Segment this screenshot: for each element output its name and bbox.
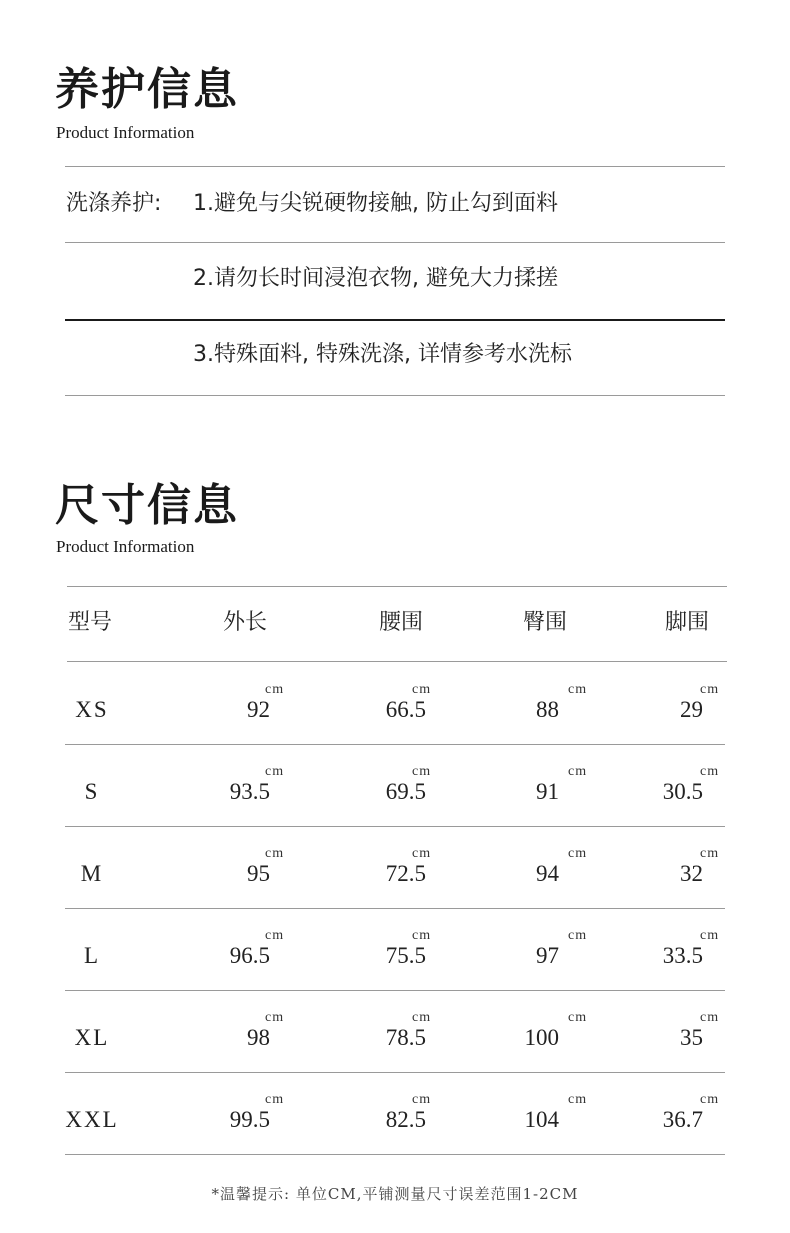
unit-label: cm xyxy=(700,928,720,943)
unit-label: cm xyxy=(700,1010,720,1025)
care-item-2: 2.请勿长时间浸泡衣物, 避免大力揉搓 xyxy=(193,266,558,291)
table-cell: 35 xyxy=(680,1025,703,1050)
unit-label: cm xyxy=(700,764,720,779)
table-cell: 30.5 xyxy=(662,779,703,804)
size-label: XXL xyxy=(65,1107,119,1132)
size-title: 尺寸信息 xyxy=(55,480,239,531)
table-cell: 100 xyxy=(524,1025,559,1050)
header-length: 外长 xyxy=(223,610,268,635)
table-cell: 98 xyxy=(247,1025,270,1050)
size-label: XL xyxy=(74,1025,110,1050)
header-hip: 臀围 xyxy=(523,610,568,635)
unit-label: cm xyxy=(265,1010,285,1025)
unit-label: cm xyxy=(700,1092,720,1107)
unit-label: cm xyxy=(568,682,588,697)
table-cell: 95 xyxy=(247,861,270,886)
table-cell: 78.5 xyxy=(385,1025,426,1050)
unit-label: cm xyxy=(700,682,720,697)
care-label: 洗涤养护: xyxy=(66,191,162,216)
unit-label: cm xyxy=(412,928,432,943)
unit-label: cm xyxy=(265,928,285,943)
table-row-rule xyxy=(65,1154,725,1155)
unit-label: cm xyxy=(700,846,720,861)
table-row-rule xyxy=(65,744,725,745)
size-subtitle: Product Information xyxy=(56,537,195,556)
size-label: L xyxy=(83,943,101,968)
care-rule-top xyxy=(65,166,725,167)
header-rule xyxy=(67,661,727,662)
header-size: 型号 xyxy=(68,610,113,635)
table-cell: 75.5 xyxy=(385,943,426,968)
table-cell: 104 xyxy=(524,1107,559,1132)
table-cell: 88 xyxy=(536,697,559,722)
unit-label: cm xyxy=(265,764,285,779)
header-waist: 腰围 xyxy=(379,610,424,635)
care-item-3: 3.特殊面料, 特殊洗涤, 详情参考水洗标 xyxy=(193,342,572,367)
unit-label: cm xyxy=(568,846,588,861)
care-item-1: 1.避免与尖锐硬物接触, 防止勾到面料 xyxy=(193,191,558,216)
care-rule-1 xyxy=(65,242,725,243)
unit-label: cm xyxy=(568,1092,588,1107)
table-row-rule xyxy=(65,908,725,909)
care-rule-3 xyxy=(65,395,725,396)
table-cell: 94 xyxy=(536,861,559,886)
unit-label: cm xyxy=(265,1092,285,1107)
table-cell: 72.5 xyxy=(385,861,426,886)
table-cell: 92 xyxy=(247,697,270,722)
size-label: M xyxy=(80,861,104,886)
unit-label: cm xyxy=(412,846,432,861)
table-cell: 99.5 xyxy=(229,1107,270,1132)
table-cell: 33.5 xyxy=(662,943,703,968)
footnote: *温馨提示: 单位CM,平铺测量尺寸误差范围1-2CM xyxy=(211,1185,579,1203)
table-cell: 32 xyxy=(680,861,703,886)
unit-label: cm xyxy=(265,846,285,861)
size-rule-top xyxy=(67,586,727,587)
unit-label: cm xyxy=(412,682,432,697)
header-hem: 脚围 xyxy=(665,610,710,635)
unit-label: cm xyxy=(412,1092,432,1107)
unit-label: cm xyxy=(412,1010,432,1025)
unit-label: cm xyxy=(568,928,588,943)
care-title: 养护信息 xyxy=(55,64,239,115)
table-cell: 96.5 xyxy=(229,943,270,968)
table-row-rule xyxy=(65,1072,725,1073)
table-cell: 82.5 xyxy=(385,1107,426,1132)
care-subtitle: Product Information xyxy=(56,123,195,142)
table-cell: 36.7 xyxy=(662,1107,703,1132)
unit-label: cm xyxy=(265,682,285,697)
table-row-rule xyxy=(65,826,725,827)
table-cell: 91 xyxy=(536,779,559,804)
table-cell: 69.5 xyxy=(385,779,426,804)
size-label: XS xyxy=(75,697,109,722)
table-cell: 93.5 xyxy=(229,779,270,804)
unit-label: cm xyxy=(412,764,432,779)
unit-label: cm xyxy=(568,1010,588,1025)
table-cell: 66.5 xyxy=(385,697,426,722)
table-row-rule xyxy=(65,990,725,991)
table-cell: 29 xyxy=(680,697,703,722)
size-label: S xyxy=(84,779,100,804)
care-rule-2 xyxy=(65,319,725,321)
unit-label: cm xyxy=(568,764,588,779)
table-cell: 97 xyxy=(536,943,559,968)
